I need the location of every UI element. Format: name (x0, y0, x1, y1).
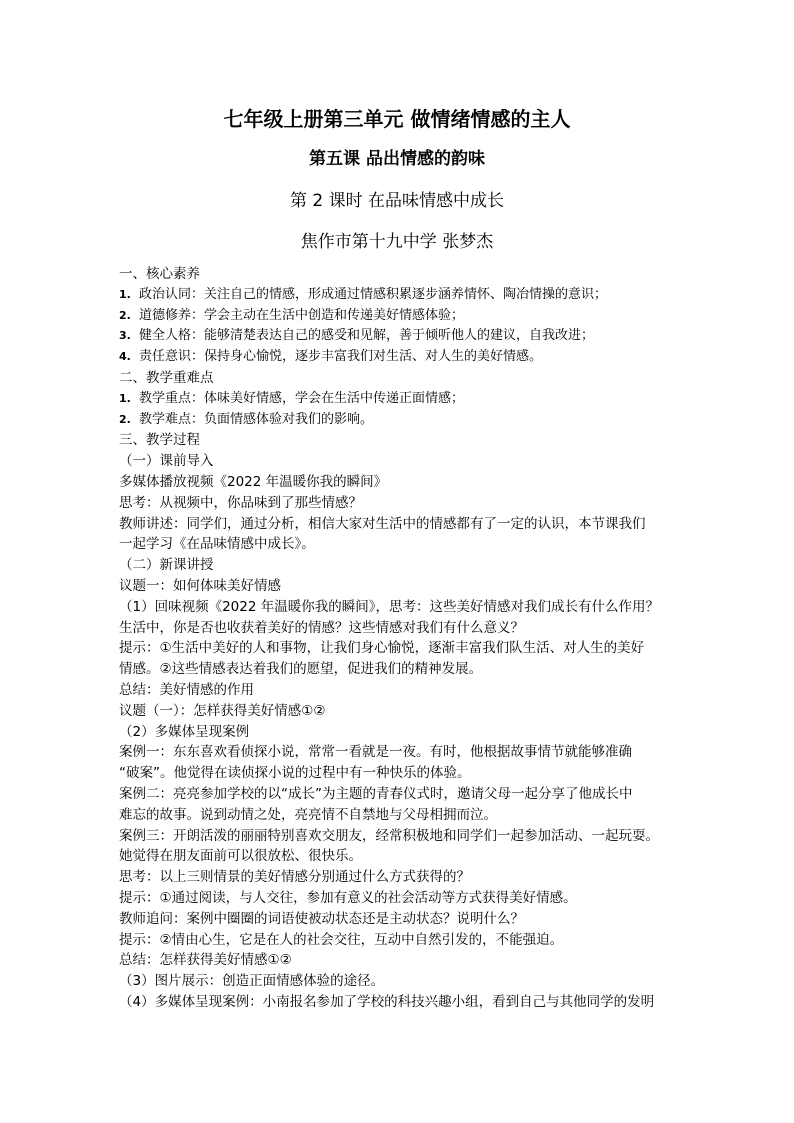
list-item: 3. 健全人格：能够清楚表达自己的感受和见解，善于倾听他人的建议，自我改进； (119, 328, 595, 344)
author-line: 焦作市第十九中学 张梦杰 (300, 232, 494, 252)
list-item: 2. 道德修养：学会主动在生活中创造和传递美好情感体验； (119, 307, 465, 323)
text-line: 提示：①通过阅读，与人交往，参加有意义的社会活动等方式获得美好情感。 (119, 889, 577, 906)
text-line: 提示：①生活中美好的人和事物，让我们身心愉悦，逐渐丰富我们队生活、对人生的美好 (119, 640, 645, 657)
text-line: （一）课前导入 (119, 453, 214, 470)
lesson-title: 第五课 品出情感的韵味 (309, 149, 485, 169)
text-line: （2）多媒体呈现案例 (119, 723, 250, 740)
text-line: 思考：以上三则情景的美好情感分别通过什么方式获得的？ (119, 869, 470, 886)
text-line: 议题一：如何体味美好情感 (119, 577, 281, 594)
list-item: 2. 教学难点：负面情感体验对我们的影响。 (119, 411, 374, 427)
text-line: 议题（一）：怎样获得美好情感①② (119, 702, 326, 719)
list-item: 1. 政治认同：关注自己的情感，形成通过情感积累逐步涵养情怀、陶冶情操的意识； (119, 286, 608, 302)
text-line: 一起学习《在品味情感中成长》。 (119, 536, 315, 553)
text-line: “破案”。他觉得在读侦探小说的过程中有一种快乐的体验。 (119, 765, 471, 782)
section-heading: 二、教学重难点 (119, 369, 214, 386)
period-title: 第 2 课时 在品味情感中成长 (289, 191, 505, 211)
text-line: 提示：②情由心生，它是在人的社会交往，互动中自然引发的，不能强迫。 (119, 931, 564, 948)
text-line: 生活中，你是否也收获着美好的情感？这些情感对我们有什么意义？ (119, 619, 524, 636)
document-body (119, 264, 683, 1013)
text-line: 思考：从视频中，你品味到了那些情感？ (119, 494, 362, 511)
text-line: 教师追问：案例中圈圈的词语使被动状态还是主动状态？说明什么？ (119, 910, 524, 927)
text-line: 教师讲述：同学们，通过分析，相信大家对生活中的情感都有了一定的认识，本节课我们 (119, 515, 646, 532)
text-line: （二）新课讲授 (119, 557, 214, 574)
text-line: （1）回味视频《2022 年温暖你我的瞬间》，思考：这些美好情感对我们成长有什么作用？ (119, 598, 659, 615)
section-heading: 三、教学过程 (119, 432, 200, 449)
section-heading: 一、核心素养 (119, 266, 200, 282)
text-line: （4）多媒体呈现案例：小南报名参加了学校的科技兴趣小组，看到自己与其他同学的发明 (119, 993, 655, 1010)
list-item: 4. 责任意识：保持身心愉悦，逐步丰富我们对生活、对人生的美好情感。 (119, 349, 543, 365)
text-line: 她觉得在朋友面前可以很放松、很快乐。 (119, 848, 362, 865)
text-line: 难忘的故事。说到动情之处，亮亮情不自禁地与父母相拥而泣。 (119, 806, 497, 823)
text-line: 总结：怎样获得美好情感①② (119, 952, 292, 969)
text-line: 案例二：亮亮参加学校的以“成长”为主题的青春仪式时，邀请父母一起分享了他成长中 (119, 785, 633, 802)
text-line: 案例三：开朗活泼的丽丽特别喜欢交朋友，经常积极地和同学们一起参加活动、一起玩耍。 (119, 827, 659, 844)
text-line: 情感。②这些情感表达着我们的愿望，促进我们的精神发展。 (119, 661, 483, 678)
document-title: 七年级上册第三单元 做情绪情感的主人 (223, 107, 571, 131)
text-line: （3）图片展示：创造正面情感体验的途径。 (119, 973, 385, 990)
text-line: 总结：美好情感的作用 (119, 681, 254, 698)
list-item: 1. 教学重点：体味美好情感，学会在生活中传递正面情感； (119, 390, 465, 406)
text-line: 多媒体播放视频《2022 年温暖你我的瞬间》 (119, 473, 388, 490)
text-line: 案例一：东东喜欢看侦探小说，常常一看就是一夜。有时，他根据故事情节就能够准确 (119, 744, 632, 761)
